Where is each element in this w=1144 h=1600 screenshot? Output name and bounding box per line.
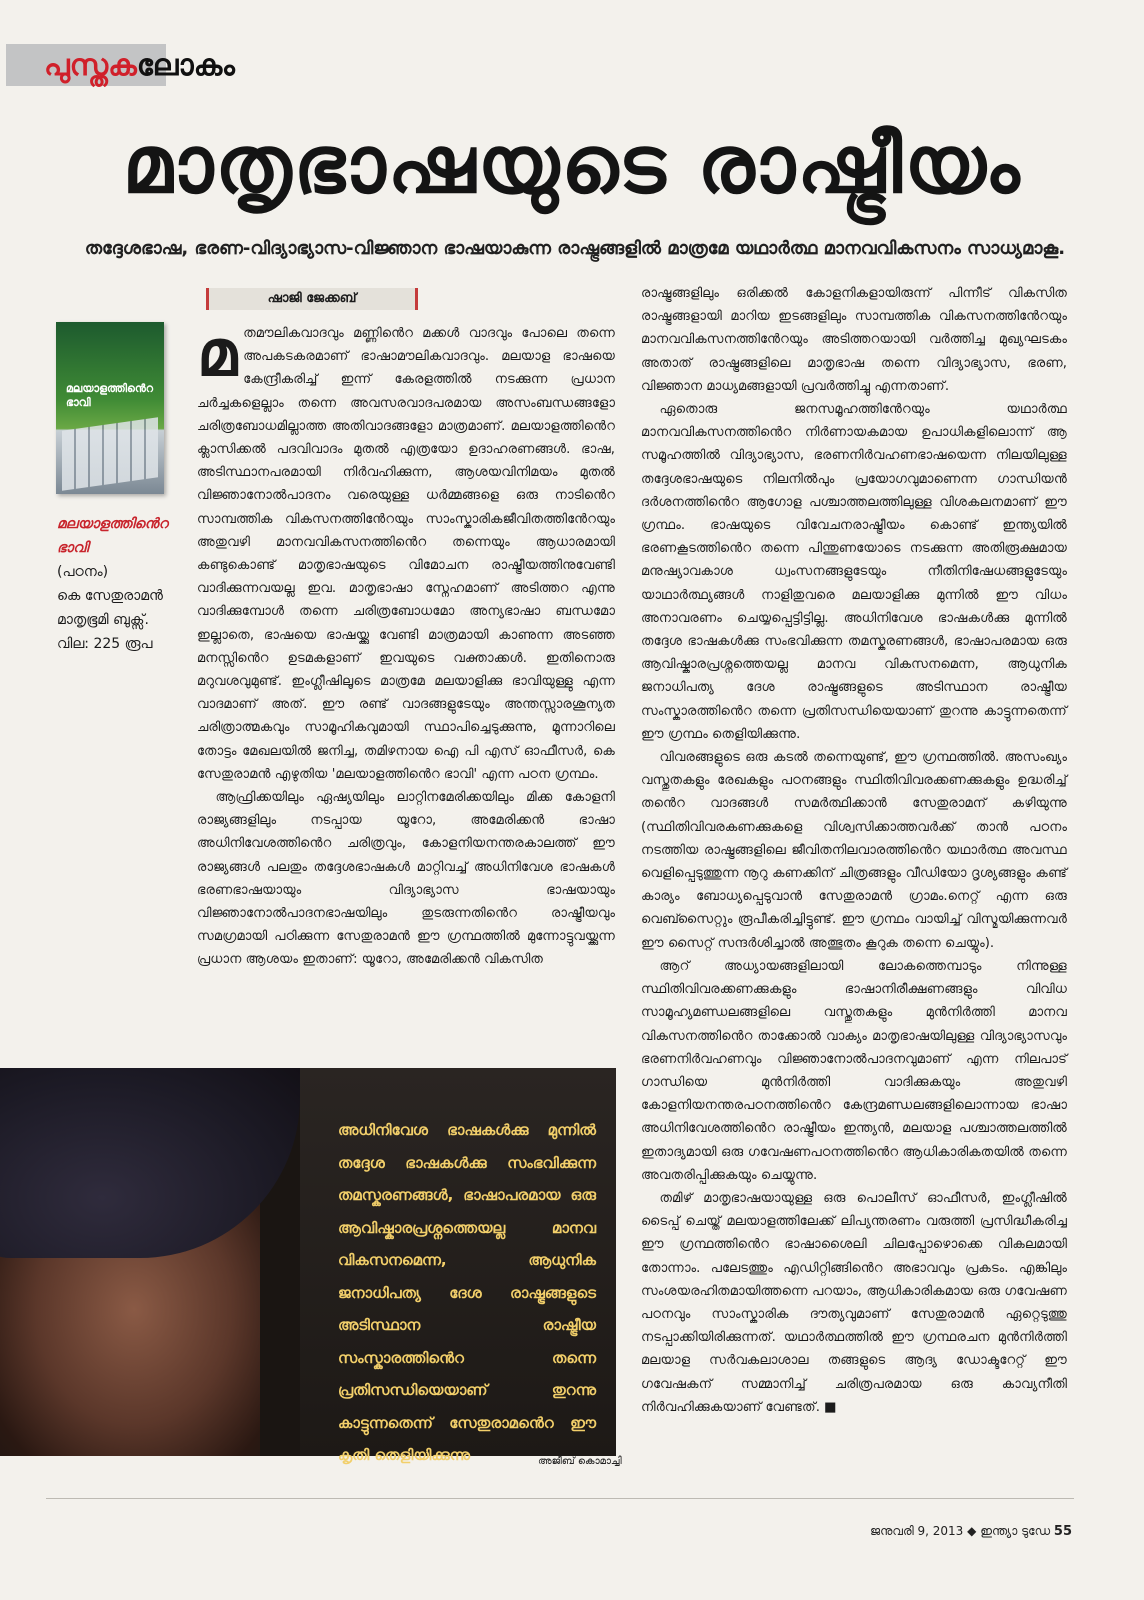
- paragraph: ആറ് അധ്യായങ്ങളിലായി ലോകത്തെമ്പാടും നിന്നുള്ള സ്ഥിതിവിവരക്കണക്കുകളും ഭാഷാനിരീക്ഷണങ്ങളും വിവിധ സാമൂഹ്യമണ്ഡലങ്ങളിലെ വസ്തുതകളും മുൻനിർത്തി മാനവ വികസനത്തിൻെറ താക്കോൽ വാക്യം മാതൃഭാഷയിലുള്ള വിദ്യാഭ്യാസവും ഭരണനിർവഹണവും വിജ്ഞാനോൽപാദനവുമാണ് എന്ന നിലപാട് ഗാന്ധിയെ മുൻനിർത്തി വാദിക്കുകയും അതുവഴി കോളനിയനന്തരപഠനത്തിൻെറ കേന്ദ്രമണ്ഡലങ്ങളിലൊന്നായ ഭാഷാ അധിനിവേശത്തിൻെറ രാഷ്ട്രീയം ഇന്ത്യൻ, മലയാള പശ്ചാത്തലത്തിൽ ഇതാദ്യമായി ഒരു ഗവേഷണപഠനത്തിൻെറ ആധികാരികതയിൽ തന്നെ അവതരിപ്പിക്കുകയും ചെയ്യുന്നു.: [641, 958, 1067, 1183]
- book-price: വില: 225 രൂപ: [57, 636, 153, 652]
- book-publisher: മാതൃഭൂമി ബുക്സ്.: [57, 612, 149, 628]
- photo-credit: അജീബ് കൊമാച്ചി: [538, 1456, 622, 1467]
- footer-rule: [46, 1498, 1074, 1499]
- book-info: [57, 512, 187, 656]
- keyboard-graphic: [62, 417, 158, 490]
- folio-magazine: ഇന്ത്യാ ടുഡേ: [980, 1524, 1051, 1538]
- folio-separator: ◆: [967, 1524, 977, 1538]
- paragraph: ആഫ്രിക്കയിലും ഏഷ്യയിലും ലാറ്റിനമേരിക്കയിലും മിക്ക കോളനി രാജ്യങ്ങളിലും നടപ്പായ യൂറോ, അമേരിക്കൻ ഭാഷാ അധിനിവേശത്തിൻെറ ചരിത്രവും, കോളനിയനന്തരകാലത്ത് ഈ രാജ്യങ്ങൾ പലതും തദ്ദേശഭാഷകൾ മാറ്റിവച്ച് അധിനിവേശ ഭാഷകൾ ഭരണഭാഷയായും വിദ്യാഭ്യാസ ഭാഷയായും വിജ്ഞാനോൽപാദനഭാഷയിലും തുടരുന്നതിൻെറ രാഷ്ട്രീയവും സമഗ്രമായി പഠിക്കുന്ന സേതുരാമൻ ഈ ഗ്രന്ഥത്തിൽ മുന്നോട്ടുവയ്ക്കുന്ന പ്രധാന ആശയം ഇതാണ്: യൂറോ, അമേരിക്കൻ വികസിത: [197, 790, 615, 968]
- article-column-2: [641, 282, 1067, 1419]
- folio: [870, 1524, 1072, 1539]
- section-tag-part1: പുസ്തക: [44, 47, 137, 83]
- paragraph: രാഷ്ട്രങ്ങളിലും ഒരിക്കൽ കോളനികളായിരുന്ന് പിന്നീട് വികസിത രാഷ്ട്രങ്ങളായി മാറിയ ഇടങ്ങളിലും സാമ്പത്തിക വികസനത്തിൻേറയും മാനവവികസനത്തിൻേറയും അടിത്തറയായി വർത്തിച്ച മുഖ്യഘടകം അതാത് രാഷ്ട്രങ്ങളിലെ മാതൃഭാഷ തന്നെ വിദ്യാഭ്യാസ, ഭരണ, വിജ്ഞാന മാധ്യമങ്ങളായി പ്രവർത്തിച്ചു എന്നതാണ്.: [641, 286, 1067, 394]
- section-tag: [6, 40, 256, 90]
- book-title: മലയാളത്തിൻെറ ഭാവി: [57, 516, 168, 556]
- page-number: 55: [1053, 1524, 1072, 1539]
- book-cover-title: മലയാളത്തിൻെറ ഭാവി: [66, 382, 154, 409]
- paragraph: ഏതൊരു ജനസമൂഹത്തിൻേറയും യഥാർത്ഥ മാനവവികസനത്തിൻെറ നിർണായകമായ ഉപാധികളിലൊന്ന് ആ സമൂഹത്തിൽ വിദ്യാഭ്യാസ, ഭരണനിർവഹണഭാഷയെന്ന നിലയിലുള്ള തദ്ദേശഭാഷയുടെ നിലനിൽപും പ്രയോഗവുമാണെന്ന ഗാന്ധിയൻ ദർശനത്തിൻെറ ആഗോള പശ്ചാത്തലത്തിലുള്ള വിശകലനമാണ് ഈ ഗ്രന്ഥം. ഭാഷയുടെ വിവേചനരാഷ്ട്രീയം കൊണ്ട് ഇന്ത്യയിൽ ഭരണകൂടത്തിൻെറ തന്നെ പിന്തുണയോടെ നടക്കുന്ന അതിരൂക്ഷമായ മനുഷ്യാവകാശ ധ്വംസനങ്ങളുടേയും നീതിനിഷേധങ്ങളുടേയും യാഥാർത്ഥ്യങ്ങൾ നാളിതുവരെ മലയാളിക്കു മുന്നിൽ ഈ വിധം അനാവരണം ചെയ്യപ്പെട്ടിട്ടില്ല. അധിനിവേശ ഭാഷകൾക്കു മുന്നിൽ തദ്ദേശ ഭാഷകൾക്കു സംഭവിക്കുന്ന തമസ്കരണങ്ങൾ, ഭാഷാപരമായ ഒരു ആവിഷ്കാരപ്രശ്നത്തെയല്ല മാനവ വികസനമെന്ന, ആധുനിക ജനാധിപത്യ ദേശ രാഷ്ട്രങ്ങളുടെ അടിസ്ഥാന രാഷ്ട്രീയ സംസ്കാരത്തിൻെറ തന്നെ പ്രതിസന്ധിയെയാണ് തുറന്നു കാട്ടുന്നതെന്ന് ഈ ഗ്രന്ഥം തെളിയിക്കുന്നു.: [641, 402, 1067, 742]
- pull-quote: അധിനിവേശ ഭാഷകൾക്കു മുന്നിൽ തദ്ദേശ ഭാഷകൾക്കു സംഭവിക്കുന്ന തമസ്കരണങ്ങൾ, ഭാഷാപരമായ ഒരു ആവിഷ്കാരപ്രശ്നത്തെയല്ല മാനവ വികസനമെന്ന, ആധുനിക ജനാധിപത്യ ദേശ രാഷ്ട്രങ്ങളുടെ അടിസ്ഥാന രാഷ്ട്രീയ സംസ്കാരത്തിൻെറ തന്നെ പ്രതിസന്ധിയെയാണ് തുറന്നു കാട്ടുന്നതെന്ന് സേതുരാമൻെറ ഈ കൃതി തെളിയിക്കുന്നു: [338, 1121, 596, 1464]
- folio-date: ജനുവരി 9, 2013: [870, 1524, 964, 1538]
- article-column-1: [197, 316, 615, 972]
- paragraph: വിവരങ്ങളുടെ ഒരു കടൽ തന്നെയുണ്ട്, ഈ ഗ്രന്ഥത്തിൽ. അസംഖ്യം വസ്തുതകളും രേഖകളും പഠനങ്ങളും സ്ഥിതിവിവരക്കണക്കുകളും ഉദ്ധരിച്ച് തൻെറ വാദങ്ങൾ സമർത്ഥിക്കാൻ സേതുരാമന് കഴിയുന്നു (സ്ഥിതിവിവരകണക്കുകളെ വിശ്വസിക്കാത്തവർക്ക് താൻ പഠനം നടത്തിയ രാഷ്ട്രങ്ങളിലെ ജീവിതനിലവാരത്തിൻെറ യഥാർത്ഥ അവസ്ഥ വെളിപ്പെടുത്തുന്ന നൂറു കണക്കിന് ചിത്രങ്ങളും വീഡിയോ ദൃശ്യങ്ങളും കണ്ട് കാര്യം ബോധ്യപ്പെടുവാൻ സേതുരാമൻ ഗ്രാമം.നെറ്റ് എന്ന ഒരു വെബ്സൈറ്റും രൂപീകരിച്ചിട്ടുണ്ട്. ഈ ഗ്രന്ഥം വായിച്ച് വിസ്മയിക്കുന്നവർ ഈ സൈറ്റ് സന്ദർശിച്ചാൽ അത്ഭുതം കൂറുക തന്നെ ചെയ്യും).: [641, 750, 1067, 951]
- book-cover-image: [56, 322, 164, 494]
- book-author: കെ സേതുരാമൻ: [57, 588, 163, 604]
- book-genre: (പഠനം): [57, 564, 109, 580]
- headline: മാതൃഭാഷയുടെ രാഷ്ട്രീയം: [122, 118, 1022, 211]
- paragraph: തമിഴ് മാതൃഭാഷയായുള്ള ഒരു പൊലീസ് ഓഫീസർ, ഇംഗ്ലീഷിൽ ടൈപ്പ് ചെയ്ത് മലയാളത്തിലേക്ക് ലിപ്യന്തരണം വരുത്തി പ്രസിദ്ധീകരിച്ച ഈ ഗ്രന്ഥത്തിൻെറ ഭാഷാശൈലി ചിലപ്പോഴൊക്കെ വികലമായി തോന്നാം. പലേടത്തും എഡിറ്റിങ്ങിൻെറ അഭാവവും പ്രകടം. എങ്കിലും സംശയരഹിതമായിത്തന്നെ പറയാം, ആധികാരികമായ ഒരു ഗവേഷണ പഠനവും സാംസ്കാരിക ദൗത്യവുമാണ് സേതുരാമൻ ഏറ്റെടുത്തു നടപ്പാക്കിയിരിക്കുന്നത്. യഥാർത്ഥത്തിൽ ഈ ഗ്രന്ഥരചന മുൻനിർത്തി മലയാള സർവകലാശാല തങ്ങളുടെ ആദ്യ ഡോക്ടറേറ്റ് ഈ ഗവേഷകന് സമ്മാനിച്ച് ചരിത്രപരമായ ഒരു കാവ്യനീതി നിർവഹിക്കുകയാണ് വേണ്ടത്. ■: [641, 1190, 1067, 1415]
- byline: ഷാജി ജേക്കബ്: [206, 288, 418, 310]
- deck: തദ്ദേശഭാഷ, ഭരണ-വിദ്യാഭ്യാസ-വിജ്ഞാന ഭാഷയാകുന്ന രാഷ്ട്രങ്ങളിൽ മാത്രമേ യഥാർത്ഥ മാനവവികസനം സാധ്യമാകൂ.: [84, 238, 1066, 259]
- paragraph: തമൗലികവാദവും മണ്ണിൻെറ മക്കൾ വാദവും പോലെ തന്നെ അപകടകരമാണ് ഭാഷാമൗലികവാദവും. മലയാള ഭാഷയെ കേന്ദ്രീകരിച്ച് ഇന്ന് കേരളത്തിൽ നടക്കുന്ന പ്രധാന ചർച്ചകളെല്ലാം തന്നെ അവസരവാദപരമായ അസംബന്ധങ്ങളോ ചരിത്രബോധമില്ലാത്ത അതിവാദങ്ങളോ മാത്രമാണ്. മലയാളത്തിൻെറ ക്ലാസിക്കൽ പദവിവാദം മുതൽ എത്രയോ ഉദാഹരണങ്ങൾ. ഭാഷ, അടിസ്ഥാനപരമായി നിർവഹിക്കുന്ന, ആശയവിനിമയം മുതൽ വിജ്ഞാനോൽപാദനം വരെയുള്ള ധർമ്മങ്ങളെ ഒരു നാടിൻെറ സാമ്പത്തിക വികസനത്തിൻേറയും സാംസ്കാരികജീവിതത്തിൻേറയും അതുവഴി മാനവവികസനത്തിൻെറ തന്നെയും ആധാരമായി കണ്ടുകൊണ്ട് മാതൃഭാഷയുടെ വിമോചന രാഷ്ട്രീയത്തിനുവേണ്ടി വാദിക്കുന്നവയല്ല ഇവ. മാതൃഭാഷാ സ്നേഹമാണ് അടിത്തറ എന്നു വാദിക്കുമ്പോൾ തന്നെ ചരിത്രബോധമോ അന്യഭാഷാ ബന്ധമോ ഇല്ലാതെ, ഭാഷയെ ഭാഷയ്ക്കു വേണ്ടി മാത്രമായി കാണുന്ന അടഞ്ഞ മനസ്സിൻെറ ഉടമകളാണ് ഇവയുടെ വക്താക്കൾ. ഇതിനൊരു മറുവശവുമുണ്ട്. ഇംഗ്ലീഷിലൂടെ മാത്രമേ മലയാളിക്കു ഭാവിയുള്ളു എന്ന വാദമാണ് അത്. ഈ രണ്ട് വാദങ്ങളുടേയും അന്തസ്സാരശൂന്യത ചരിത്രാത്മകവും സാമൂഹികവുമായി സ്ഥാപിച്ചെടുക്കുന്നു, മൂന്നാറിലെ തോട്ടം മേഖലയിൽ ജനിച്ച, തമിഴനായ ഐ പി എസ് ഓഫീസർ, കെ സേതുരാമൻ എഴുതിയ 'മലയാളത്തിൻെറ ഭാവി' എന്ന പഠന ഗ്രന്ഥം.: [197, 326, 615, 782]
- section-tag-part2: ലോകം: [136, 47, 235, 83]
- dropcap: മ: [197, 316, 238, 391]
